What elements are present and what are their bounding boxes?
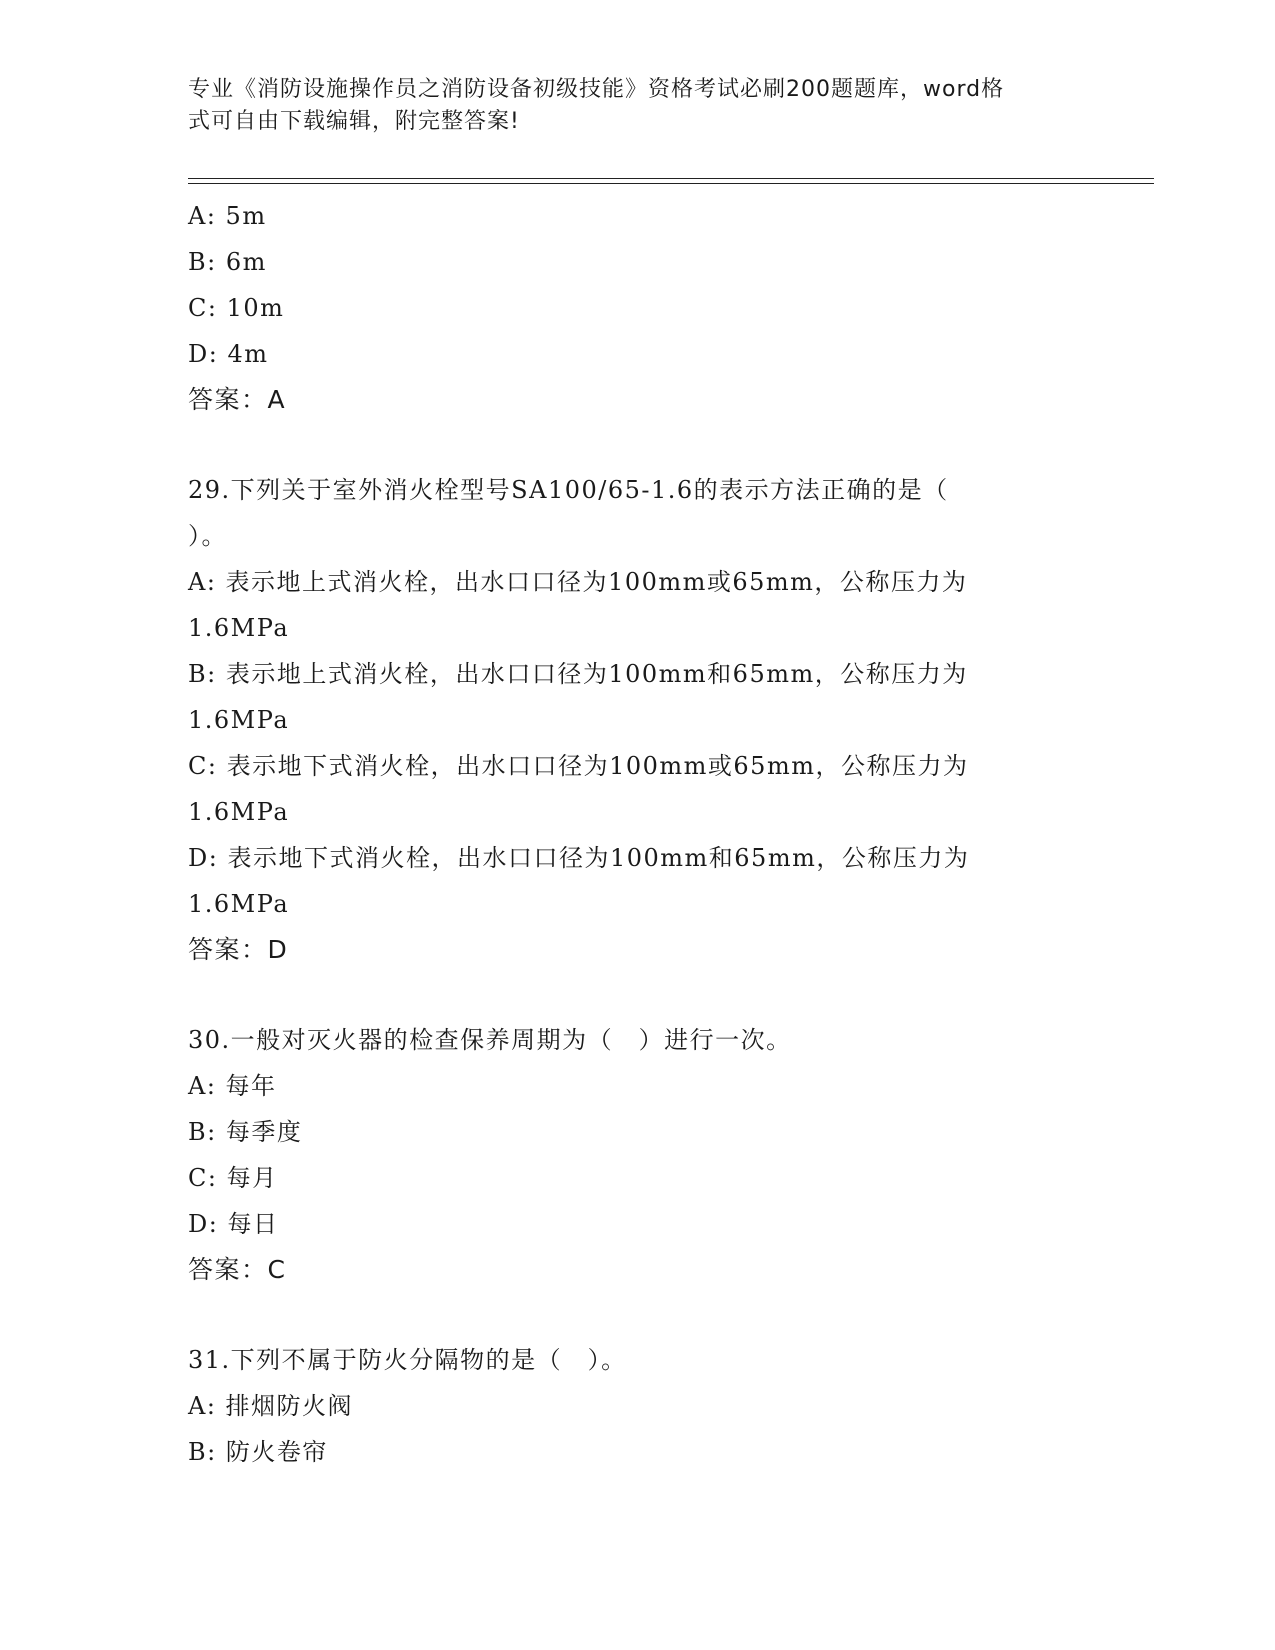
option-b-continued: 1.6MPa	[188, 706, 290, 734]
header-line-2: 式可自由下载编辑，附完整答案!	[188, 109, 520, 134]
option-a: A: 每年	[188, 1072, 277, 1100]
spacer	[188, 1293, 1088, 1337]
option-a: A: 表示地上式消火栓，出水口口径为100mm或65mm，公称压力为	[188, 568, 968, 596]
header-divider-top	[188, 178, 1154, 179]
question-stem: 29.下列关于室外消火栓型号SA100/65-1.6的表示方法正确的是（	[188, 476, 949, 504]
option-b: B: 表示地上式消火栓，出水口口径为100mm和65mm，公称压力为	[188, 660, 968, 688]
question-content	[188, 193, 1088, 1475]
option-b: B: 每季度	[188, 1118, 303, 1146]
option-d: D: 表示地下式消火栓，出水口口径为100mm和65mm，公称压力为	[188, 844, 970, 872]
document-header	[188, 74, 1088, 138]
answer-label: 答案：C	[188, 1255, 287, 1284]
spacer	[188, 973, 1088, 1017]
answer-label: 答案：D	[188, 935, 289, 964]
option-d: D: 4m	[188, 340, 269, 368]
option-b: B: 6m	[188, 248, 267, 276]
option-d-continued: 1.6MPa	[188, 890, 290, 918]
question-29	[188, 467, 1088, 973]
option-c: C: 每月	[188, 1164, 278, 1192]
question-stem: 31.下列不属于防火分隔物的是（ ）。	[188, 1346, 627, 1374]
option-b: B: 防火卷帘	[188, 1438, 328, 1466]
spacer	[188, 423, 1088, 467]
question-30	[188, 1017, 1088, 1293]
question-stem: 30.一般对灭火器的检查保养周期为（ ）进行一次。	[188, 1026, 792, 1054]
option-d: D: 每日	[188, 1210, 279, 1238]
header-divider-bottom	[188, 183, 1154, 184]
question-31	[188, 1337, 1088, 1475]
option-a-continued: 1.6MPa	[188, 614, 290, 642]
question-28	[188, 193, 1088, 423]
option-c: C: 表示地下式消火栓，出水口口径为100mm或65mm，公称压力为	[188, 752, 969, 780]
option-a: A: 5m	[188, 202, 267, 230]
header-line-1: 专业《消防设施操作员之消防设备初级技能》资格考试必刷200题题库，word格	[188, 77, 1005, 102]
answer-label: 答案：A	[188, 385, 287, 414]
option-a: A: 排烟防火阀	[188, 1392, 354, 1420]
option-c: C: 10m	[188, 294, 285, 322]
option-c-continued: 1.6MPa	[188, 798, 290, 826]
question-stem-continued: ）。	[188, 522, 227, 550]
